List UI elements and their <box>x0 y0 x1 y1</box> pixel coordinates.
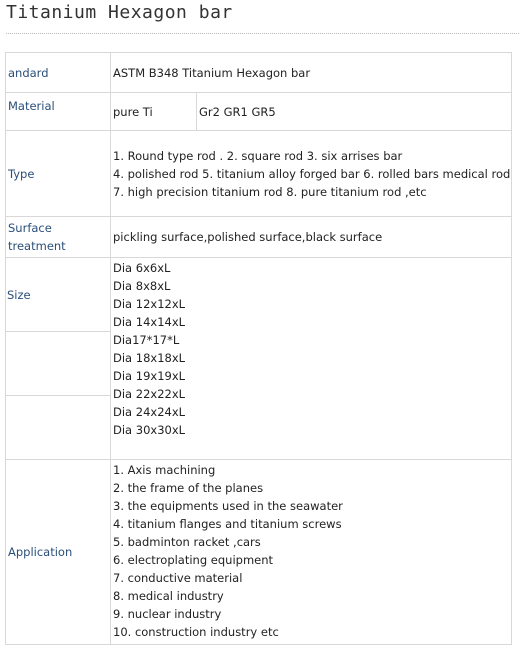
material-label: Material <box>6 93 111 131</box>
application-line: 9. nuclear industry <box>113 607 222 621</box>
application-line: 1. Axis machining <box>113 463 216 477</box>
application-line: 6. electroplating equipment <box>113 553 274 567</box>
size-label-cell <box>6 258 111 460</box>
type-line: 7. high precision titanium rod 8. pure titanium rod ,etc <box>113 184 427 199</box>
size-label: Size <box>6 258 110 332</box>
row-standard <box>6 53 512 93</box>
size-line: Dia 19x19xL <box>113 369 186 383</box>
surface-label-line1: Surface <box>8 221 52 235</box>
surface-label-line2: treatment <box>8 239 66 253</box>
size-line: Dia 30x30xL <box>113 423 186 437</box>
size-line: Dia 14x14xL <box>113 315 186 329</box>
size-line: Dia17*17*L <box>113 333 180 347</box>
size-line: Dia 18x18xL <box>113 351 186 365</box>
row-type <box>6 131 512 217</box>
size-line: Dia 24x24xL <box>113 405 186 419</box>
application-line: 2. the frame of the planes <box>113 481 264 495</box>
row-application <box>6 460 512 645</box>
size-line: Dia 22x22xL <box>113 387 186 401</box>
size-line: Dia 12x12xL <box>113 297 186 311</box>
title-divider <box>6 33 519 34</box>
size-label-spacer <box>6 396 110 459</box>
standard-label: andard <box>6 53 111 93</box>
application-line: 7. conductive material <box>113 571 243 585</box>
type-value <box>111 131 512 217</box>
size-line: Dia 8x8xL <box>113 279 171 293</box>
standard-value: ASTM B348 Titanium Hexagon bar <box>111 53 512 93</box>
size-label-spacer <box>6 332 110 396</box>
application-label: Application <box>6 460 111 645</box>
type-line: 1. Round type rod . 2. square rod 3. six arrises bar <box>113 148 403 163</box>
application-line: 10. construction industry etc <box>113 625 279 639</box>
type-line: 4. polished rod 5. titanium alloy forged bar 6. rolled bars medical rod <box>113 166 511 181</box>
size-value <box>111 258 512 460</box>
application-line: 5. badminton racket ,cars <box>113 535 261 549</box>
application-value <box>111 460 512 645</box>
size-line: Dia 6x6xL <box>113 261 171 275</box>
row-surface <box>6 217 512 258</box>
surface-label <box>6 217 111 258</box>
application-line: 4. titanium flanges and titanium screws <box>113 517 342 531</box>
spec-table <box>5 52 512 645</box>
application-line: 3. the equipments used in the seawater <box>113 499 343 513</box>
page-title: Titanium Hexagon bar <box>6 2 233 23</box>
row-material <box>6 93 512 131</box>
application-line: 8. medical industry <box>113 589 224 603</box>
row-size <box>6 258 512 460</box>
material-value-2: Gr2 GR1 GR5 <box>197 93 512 131</box>
surface-value: pickling surface,polished surface,black surface <box>111 217 512 258</box>
type-label: Type <box>6 131 111 217</box>
material-value-1: pure Ti <box>111 93 197 131</box>
